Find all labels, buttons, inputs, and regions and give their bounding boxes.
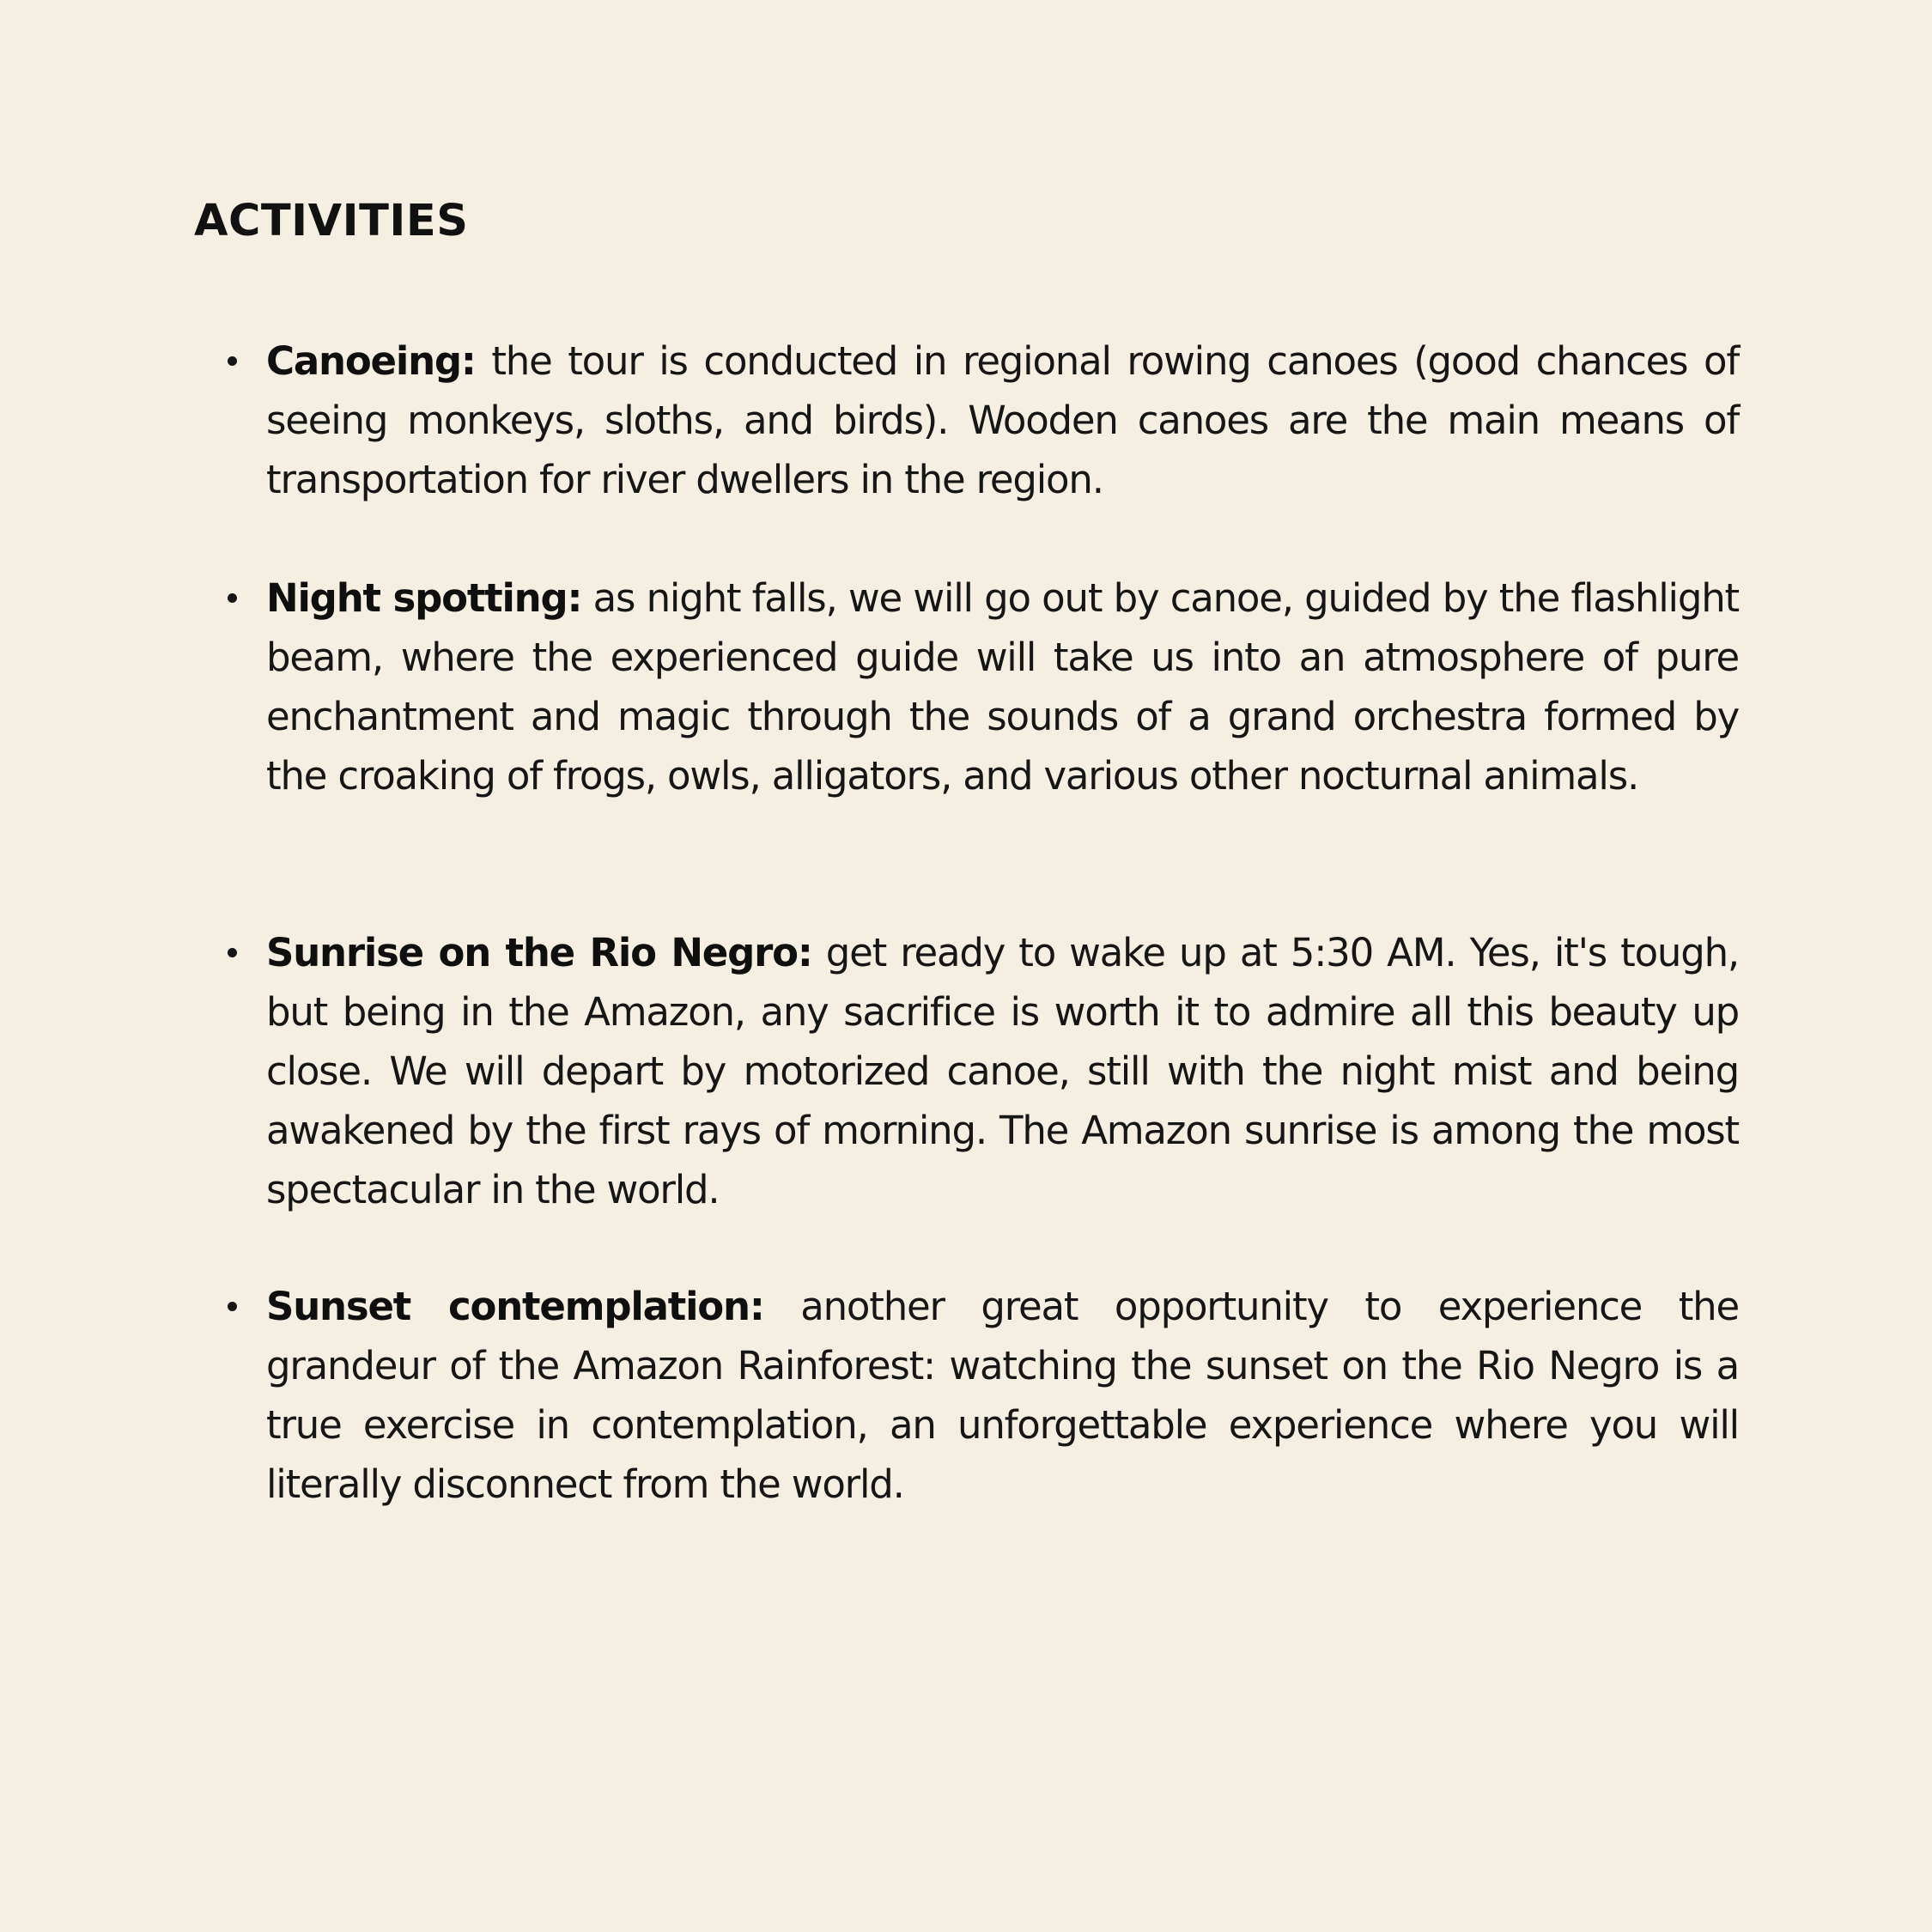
activity-item-sunset <box>266 1277 1739 1514</box>
activity-label: Sunset contemplation: <box>266 1284 764 1329</box>
activity-item-sunrise <box>266 923 1739 1219</box>
activity-label: Sunrise on the Rio Negro: <box>266 930 812 975</box>
bullet-icon <box>228 1302 237 1311</box>
activity-item-night-spotting <box>266 568 1739 805</box>
bullet-icon <box>228 948 237 957</box>
activity-item-canoeing <box>266 331 1739 509</box>
activity-label: Night spotting: <box>266 575 582 621</box>
activity-label: Canoeing: <box>266 338 476 384</box>
activity-description: another great opportunity to experience the grandeur of the Amazon Rainforest: watching the sunset on the Rio Negro is a true exercise in contemplation, an unforgettable experience where you will literally disconnect from the world. <box>266 1284 1739 1507</box>
activity-description: get ready to wake up at 5:30 AM. Yes, it's tough, but being in the Amazon, any sacrifice is worth it to admire all this beauty up close. We will depart by motorized canoe, still with the night mist and being awakened by the first rays of morning. The Amazon sunrise is among the most spectacular in the world. <box>266 930 1740 1212</box>
page-title: ACTIVITIES <box>194 196 469 246</box>
bullet-icon <box>228 593 237 603</box>
activity-description: as night falls, we will go out by canoe, guided by the flashlight beam, where the experienced guide will take us into an atmosphere of pure enchantment and magic through the sounds of a grand orchestra formed by the croaking of frogs, owls, alligators, and various other nocturnal animals. <box>266 575 1739 799</box>
activity-description: the tour is conducted in regional rowing canoes (good chances of seeing monkeys, sloths, and birds). Wooden canoes are the main means of transportation for river dwellers in the region. <box>266 338 1739 502</box>
bullet-icon <box>228 356 237 366</box>
